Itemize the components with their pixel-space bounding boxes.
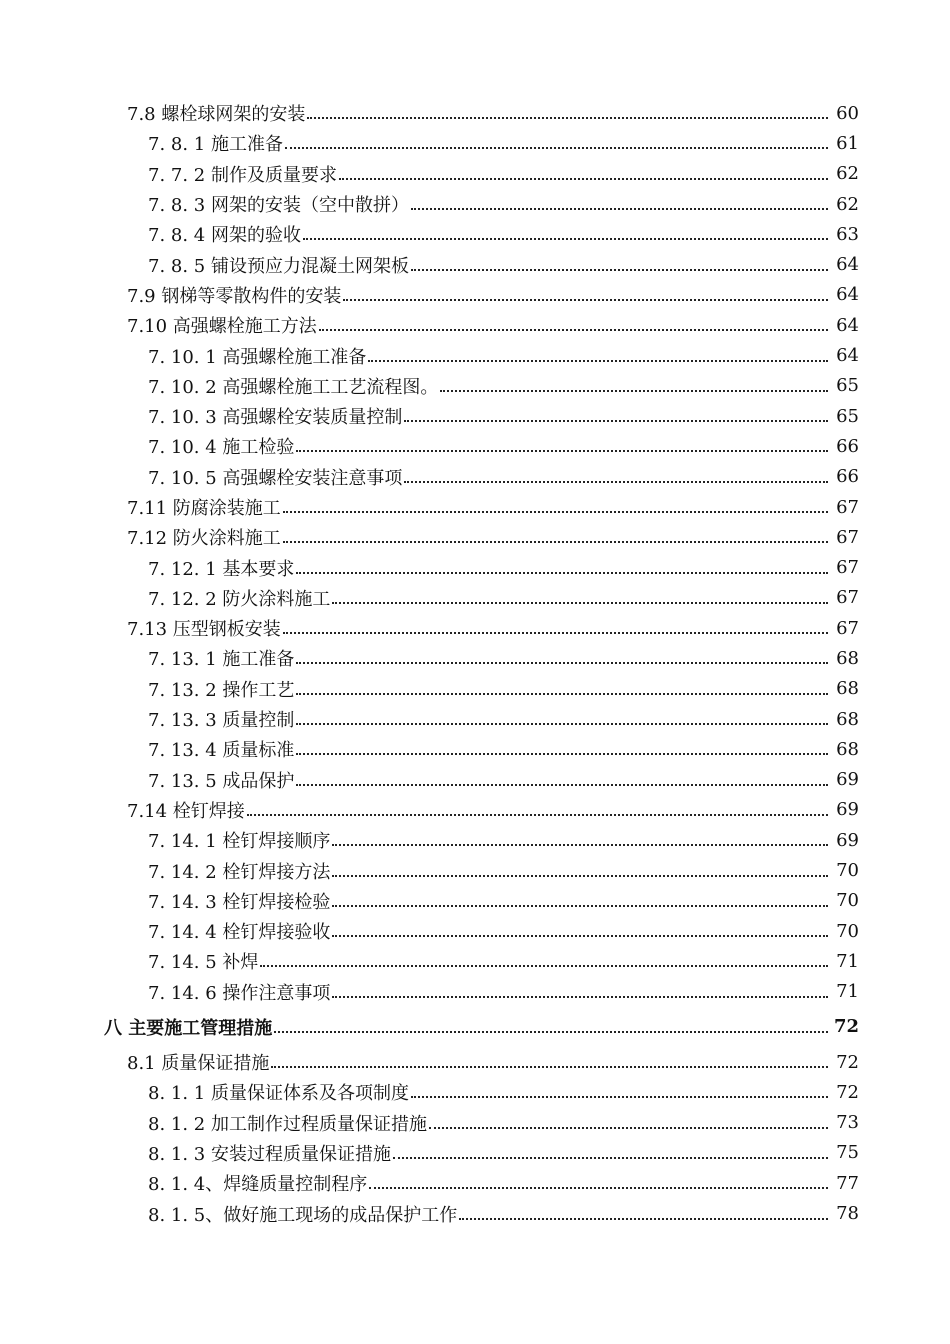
toc-page-number: 64	[836, 284, 859, 306]
toc-subsection-entry[interactable]	[0, 1108, 950, 1138]
toc-entry-title: 7. 14. 5 补焊	[148, 952, 259, 974]
toc-entry-title: 7. 13. 4 质量标准	[148, 740, 295, 762]
toc-entry-title: 7.9 钢梯等零散构件的安装	[127, 285, 342, 307]
toc-dot-leader	[411, 208, 828, 210]
toc-entry-title: 八 主要施工管理措施	[104, 1017, 273, 1039]
toc-chapter-entry[interactable]	[0, 1007, 950, 1047]
toc-page-number: 71	[836, 981, 859, 1003]
toc-page-number: 67	[836, 496, 859, 518]
toc-subsection-entry[interactable]	[0, 219, 950, 249]
toc-dot-leader	[319, 329, 828, 331]
table-of-contents	[0, 98, 950, 1229]
toc-section-entry[interactable]	[0, 613, 950, 643]
toc-dot-leader	[332, 875, 828, 877]
toc-section-entry[interactable]	[0, 280, 950, 310]
toc-dot-leader	[303, 238, 828, 240]
toc-dot-leader	[332, 602, 828, 604]
toc-dot-leader	[332, 844, 828, 846]
toc-entry-title: 7. 10. 5 高强螺栓安装注意事项	[148, 467, 403, 489]
toc-dot-leader	[429, 1127, 828, 1129]
toc-dot-leader	[411, 269, 828, 271]
toc-page-number: 67	[836, 526, 859, 548]
toc-page-number: 70	[836, 920, 859, 942]
toc-page-number: 62	[836, 163, 859, 185]
toc-dot-leader	[332, 996, 828, 998]
toc-dot-leader	[296, 662, 828, 664]
toc-page-number: 67	[836, 557, 859, 579]
toc-page-number: 72	[836, 1051, 859, 1073]
toc-dot-leader	[285, 147, 828, 149]
toc-section-entry[interactable]	[0, 522, 950, 552]
toc-page-number: 67	[836, 617, 859, 639]
toc-dot-leader	[339, 178, 828, 180]
toc-dot-leader	[283, 632, 828, 634]
toc-entry-title: 7. 14. 1 栓钉焊接顺序	[148, 831, 331, 853]
toc-subsection-entry[interactable]	[0, 886, 950, 916]
toc-page-number: 61	[836, 132, 859, 154]
toc-page-number: 69	[836, 799, 859, 821]
toc-subsection-entry[interactable]	[0, 1077, 950, 1107]
toc-subsection-entry[interactable]	[0, 946, 950, 976]
toc-subsection-entry[interactable]	[0, 462, 950, 492]
toc-dot-leader	[260, 965, 828, 967]
toc-section-entry[interactable]	[0, 98, 950, 128]
toc-page-number: 68	[836, 738, 859, 760]
toc-page-number: 66	[836, 435, 859, 457]
toc-section-entry[interactable]	[0, 492, 950, 522]
toc-page-number: 73	[836, 1112, 859, 1134]
toc-entry-title: 8. 1. 5、做好施工现场的成品保护工作	[148, 1204, 458, 1226]
toc-section-entry[interactable]	[0, 1047, 950, 1077]
toc-page-number: 72	[833, 1016, 859, 1038]
toc-page-number: 68	[836, 647, 859, 669]
toc-subsection-entry[interactable]	[0, 1198, 950, 1228]
toc-page-number: 65	[836, 405, 859, 427]
toc-subsection-entry[interactable]	[0, 583, 950, 613]
toc-entry-title: 7. 13. 5 成品保护	[148, 770, 295, 792]
toc-subsection-entry[interactable]	[0, 128, 950, 158]
toc-subsection-entry[interactable]	[0, 704, 950, 734]
toc-subsection-entry[interactable]	[0, 431, 950, 461]
toc-subsection-entry[interactable]	[0, 855, 950, 885]
toc-entry-title: 7.13 压型钢板安装	[127, 619, 281, 641]
toc-dot-leader	[296, 693, 828, 695]
toc-dot-leader	[296, 784, 828, 786]
toc-dot-leader	[411, 1096, 828, 1098]
toc-page-number: 62	[836, 193, 859, 215]
toc-page-number: 75	[836, 1142, 859, 1164]
toc-entry-title: 7. 8. 1 施工准备	[148, 134, 283, 156]
toc-entry-title: 7.12 防火涂料施工	[127, 528, 281, 550]
toc-entry-title: 7. 12. 1 基本要求	[148, 558, 295, 580]
toc-entry-title: 7. 8. 4 网架的验收	[148, 225, 301, 247]
toc-section-entry[interactable]	[0, 310, 950, 340]
toc-page-number: 63	[836, 223, 859, 245]
toc-dot-leader	[440, 390, 828, 392]
toc-subsection-entry[interactable]	[0, 643, 950, 673]
toc-page-number: 69	[836, 829, 859, 851]
toc-page-number: 67	[836, 587, 859, 609]
toc-entry-title: 8. 1. 1 质量保证体系及各项制度	[148, 1083, 409, 1105]
toc-entry-title: 7. 10. 1 高强螺栓施工准备	[148, 346, 367, 368]
toc-page-number: 71	[836, 950, 859, 972]
toc-page-number: 65	[836, 375, 859, 397]
toc-subsection-entry[interactable]	[0, 674, 950, 704]
toc-entry-title: 7. 8. 5 铺设预应力混凝土网架板	[148, 255, 409, 277]
toc-entry-title: 7. 12. 2 防火涂料施工	[148, 588, 331, 610]
toc-entry-title: 7.10 高强螺栓施工方法	[127, 316, 317, 338]
toc-subsection-entry[interactable]	[0, 1138, 950, 1168]
toc-dot-leader	[283, 541, 828, 543]
toc-entry-title: 7. 14. 3 栓钉焊接检验	[148, 891, 331, 913]
toc-dot-leader	[307, 117, 828, 119]
toc-page-number: 60	[836, 102, 859, 124]
toc-page-number: 77	[836, 1172, 859, 1194]
toc-dot-leader	[404, 481, 828, 483]
toc-dot-leader	[296, 450, 828, 452]
toc-dot-leader	[459, 1218, 828, 1220]
toc-entry-title: 7. 13. 1 施工准备	[148, 649, 295, 671]
toc-entry-title: 8. 1. 4、焊缝质量控制程序	[148, 1174, 368, 1196]
toc-dot-leader	[296, 572, 828, 574]
toc-dot-leader	[369, 1187, 828, 1189]
toc-subsection-entry[interactable]	[0, 371, 950, 401]
toc-dot-leader	[296, 753, 828, 755]
toc-entry-title: 8. 1. 3 安装过程质量保证措施	[148, 1143, 391, 1165]
toc-page-number: 70	[836, 860, 859, 882]
toc-dot-leader	[247, 814, 828, 816]
toc-entry-title: 7.8 螺栓球网架的安装	[127, 104, 306, 126]
toc-entry-title: 7. 13. 3 质量控制	[148, 710, 295, 732]
toc-page-number: 69	[836, 769, 859, 791]
toc-dot-leader	[343, 299, 828, 301]
toc-dot-leader	[368, 360, 828, 362]
toc-subsection-entry[interactable]	[0, 825, 950, 855]
toc-entry-title: 7. 14. 6 操作注意事项	[148, 982, 331, 1004]
toc-page-number: 72	[836, 1081, 859, 1103]
toc-dot-leader	[393, 1157, 828, 1159]
toc-entry-title: 7.14 栓钉焊接	[127, 800, 245, 822]
toc-dot-leader	[332, 905, 828, 907]
toc-page-number: 64	[836, 254, 859, 276]
toc-entry-title: 7.11 防腐涂装施工	[127, 498, 281, 519]
toc-page-number: 66	[836, 466, 859, 488]
toc-entry-title: 7. 7. 2 制作及质量要求	[148, 164, 337, 186]
toc-subsection-entry[interactable]	[0, 1168, 950, 1198]
toc-dot-leader	[271, 1066, 828, 1068]
toc-subsection-entry[interactable]	[0, 765, 950, 795]
toc-subsection-entry[interactable]	[0, 159, 950, 189]
toc-dot-leader	[296, 723, 828, 725]
toc-entry-title: 7. 10. 2 高强螺栓施工工艺流程图。	[148, 376, 439, 398]
toc-dot-leader	[283, 511, 828, 513]
toc-subsection-entry[interactable]	[0, 340, 950, 370]
toc-subsection-entry[interactable]	[0, 401, 950, 431]
toc-entry-title: 8.1 质量保证措施	[127, 1053, 270, 1075]
toc-entry-title: 7. 14. 2 栓钉焊接方法	[148, 861, 331, 883]
toc-entry-title: 7. 10. 3 高强螺栓安装质量控制	[148, 407, 403, 429]
toc-section-entry[interactable]	[0, 795, 950, 825]
toc-entry-title: 7. 10. 4 施工检验	[148, 437, 295, 459]
toc-page-number: 68	[836, 678, 859, 700]
toc-dot-leader	[274, 1031, 828, 1033]
toc-subsection-entry[interactable]	[0, 249, 950, 279]
toc-page-number: 70	[836, 890, 859, 912]
toc-subsection-entry[interactable]	[0, 916, 950, 946]
toc-dot-leader	[404, 420, 828, 422]
toc-entry-title: 7. 13. 2 操作工艺	[148, 679, 295, 701]
toc-entry-title: 7. 14. 4 栓钉焊接验收	[148, 922, 331, 944]
toc-subsection-entry[interactable]	[0, 552, 950, 582]
toc-page-number: 68	[836, 708, 859, 730]
toc-subsection-entry[interactable]	[0, 734, 950, 764]
toc-entry-title: 7. 8. 3 网架的安装（空中散拼）	[148, 195, 409, 217]
toc-page-number: 78	[836, 1203, 859, 1225]
toc-page-number: 64	[836, 314, 859, 336]
toc-subsection-entry[interactable]	[0, 977, 950, 1007]
toc-entry-title: 8. 1. 2 加工制作过程质量保证措施	[148, 1113, 427, 1135]
toc-dot-leader	[332, 935, 828, 937]
toc-subsection-entry[interactable]	[0, 189, 950, 219]
toc-page-number: 64	[836, 345, 859, 367]
